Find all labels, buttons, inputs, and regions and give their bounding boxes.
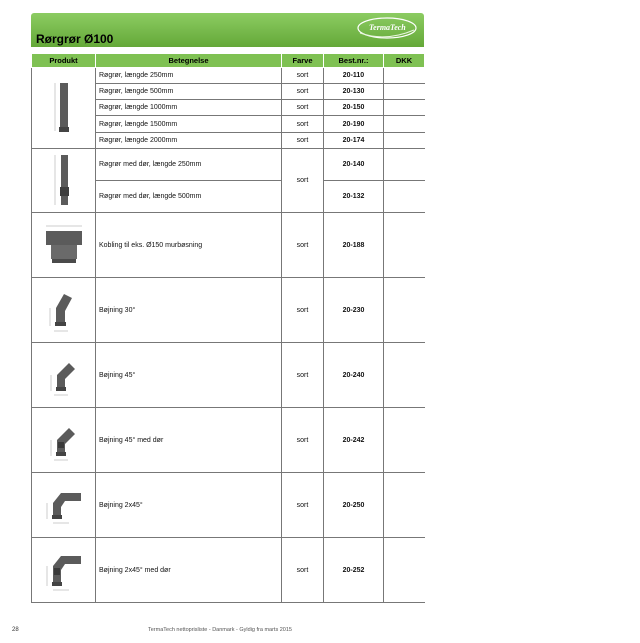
bend-2x45-door-icon [39,544,89,594]
straight-pipe-icon [49,77,79,137]
row-name: Bøjning 30° [96,278,282,343]
row-bestnr: 20-252 [324,538,384,603]
row-name: Bøjning 45° [96,343,282,408]
table-row [32,213,425,278]
footer-text: TermaTech nettoprisliste - Danmark - Gyldig fra marts 2015 [148,627,292,633]
product-image-cell [32,149,96,213]
row-bestnr: 20-188 [324,213,384,278]
row-farve: sort [282,213,324,278]
bend-45-icon [42,349,86,399]
row-farve: sort [282,68,324,84]
row-name: Røgrør, længde 500mm [96,84,282,100]
table-row [32,343,425,408]
row-dkk [384,116,425,133]
row-dkk [384,408,425,473]
row-name: Røgrør, længde 250mm [96,68,282,84]
row-farve: sort [282,343,324,408]
row-name: Røgrør med dør, længde 500mm [96,181,282,213]
table-row [32,473,425,538]
termatech-logo [356,16,418,40]
col-header-farve: Farve [282,54,324,68]
row-bestnr: 20-174 [324,133,384,149]
row-bestnr: 20-150 [324,100,384,116]
row-name: Bøjning 2x45° med dør [96,538,282,603]
product-image-cell [32,538,96,603]
row-name: Bøjning 2x45° [96,473,282,538]
row-bestnr: 20-250 [324,473,384,538]
table-row [32,68,425,84]
col-header-bestnr: Best.nr.: [324,54,384,68]
row-dkk [384,84,425,100]
row-bestnr: 20-242 [324,408,384,473]
row-dkk [384,149,425,181]
row-bestnr: 20-140 [324,149,384,181]
row-bestnr: 20-130 [324,84,384,100]
pipe-with-door-icon [49,151,79,209]
row-bestnr: 20-132 [324,181,384,213]
product-table [31,53,425,603]
row-dkk [384,278,425,343]
row-farve: sort [282,133,324,149]
product-image-cell [32,408,96,473]
col-header-betegnelse: Betegnelse [96,54,282,68]
col-header-produkt: Produkt [32,54,96,68]
row-dkk [384,473,425,538]
row-name: Røgrør med dør, længde 250mm [96,149,282,181]
row-name: Kobling til eks. Ø150 murbøsning [96,213,282,278]
row-dkk [384,181,425,213]
bend-45-door-icon [42,414,86,464]
row-bestnr: 20-230 [324,278,384,343]
row-farve: sort [282,100,324,116]
row-bestnr: 20-240 [324,343,384,408]
row-dkk [384,133,425,149]
coupling-icon [39,219,89,269]
page-number: 28 [12,627,19,633]
row-dkk [384,538,425,603]
table-row [32,278,425,343]
product-image-cell [32,213,96,278]
row-bestnr: 20-190 [324,116,384,133]
bend-30-icon [42,282,86,336]
product-image-cell [32,343,96,408]
logo-text: TermaTech [369,23,406,32]
row-name: Røgrør, længde 1000mm [96,100,282,116]
product-image-cell [32,473,96,538]
row-bestnr: 20-110 [324,68,384,84]
row-farve: sort [282,116,324,133]
section-header [31,13,424,47]
bend-2x45-icon [39,481,89,527]
row-name: Bøjning 45° med dør [96,408,282,473]
row-farve: sort [282,473,324,538]
row-farve: sort [282,149,324,213]
row-name: Røgrør, længde 1500mm [96,116,282,133]
row-name: Røgrør, længde 2000mm [96,133,282,149]
row-farve: sort [282,84,324,100]
section-title: Rørgrør Ø100 [36,32,114,46]
row-farve: sort [282,408,324,473]
table-row [32,538,425,603]
table-header-row [32,54,425,68]
col-header-dkk: DKK [384,54,425,68]
row-farve: sort [282,278,324,343]
product-image-cell [32,68,96,149]
product-image-cell [32,278,96,343]
row-dkk [384,100,425,116]
row-dkk [384,343,425,408]
row-dkk [384,213,425,278]
row-dkk [384,68,425,84]
row-farve: sort [282,538,324,603]
table-row [32,408,425,473]
table-row [32,149,425,181]
